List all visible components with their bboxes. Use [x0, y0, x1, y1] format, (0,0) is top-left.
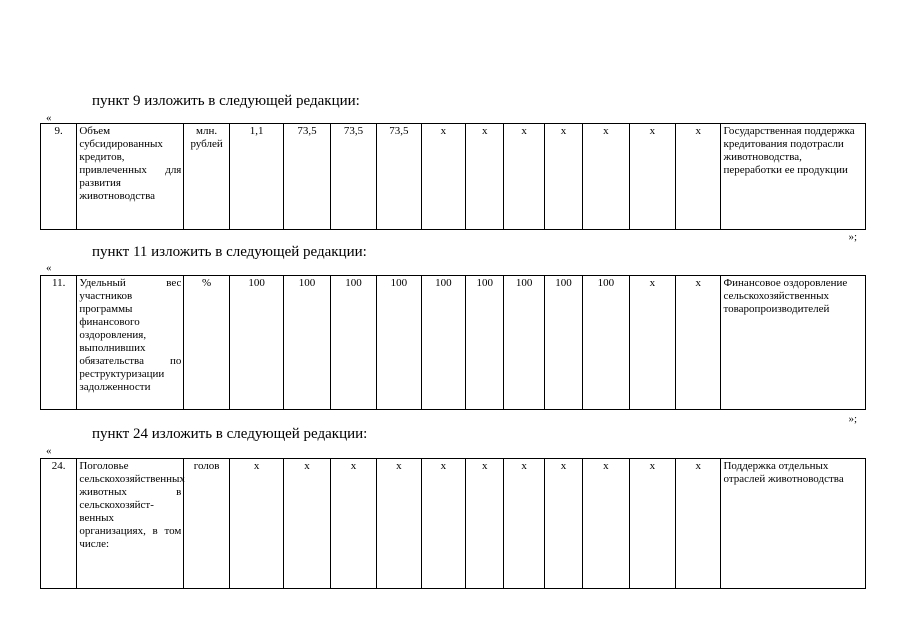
program-name: Государственная поддержка кредитования подотрасли животноводства, переработки ее продукции — [721, 124, 866, 230]
value-cell: х — [544, 124, 582, 230]
value-cell: х — [466, 124, 504, 230]
value-cell: х — [330, 459, 376, 589]
section-intro: пункт 9 изложить в следующей редакции: — [92, 93, 360, 109]
value-cell: 100 — [466, 276, 504, 410]
unit-cell: млн. рублей — [184, 124, 229, 230]
row-number: 24. — [41, 459, 77, 589]
value-cell: х — [676, 459, 721, 589]
indicator-name: Поголовье сельскохозяйственных животных в сельскохозяйст-венных организациях, в том числе: — [77, 459, 184, 589]
value-cell: 100 — [421, 276, 465, 410]
value-cell: х — [421, 459, 465, 589]
value-cell: х — [466, 459, 504, 589]
value-cell: х — [583, 124, 629, 230]
table-row — [41, 276, 866, 410]
value-cell: х — [629, 124, 675, 230]
value-cell: х — [229, 459, 284, 589]
value-cell: х — [421, 124, 465, 230]
unit-cell: % — [184, 276, 229, 410]
open-quote: « — [46, 262, 52, 274]
value-cell: х — [504, 124, 544, 230]
program-name: Финансовое оздоровление сельскохозяйственных товаропроизводителей — [721, 276, 866, 410]
table-row — [41, 124, 866, 230]
value-cell: 73,5 — [330, 124, 376, 230]
value-cell: х — [504, 459, 544, 589]
close-quote: »; — [848, 231, 857, 243]
section-intro: пункт 11 изложить в следующей редакции: — [92, 244, 367, 260]
indicator-table — [40, 458, 866, 589]
open-quote: « — [46, 445, 52, 457]
value-cell: 73,5 — [284, 124, 330, 230]
value-cell: 73,5 — [377, 124, 421, 230]
value-cell: 100 — [583, 276, 629, 410]
value-cell: 100 — [229, 276, 284, 410]
row-number: 11. — [41, 276, 77, 410]
value-cell: х — [676, 276, 721, 410]
value-cell: 1,1 — [229, 124, 284, 230]
indicator-table — [40, 123, 866, 230]
value-cell: 100 — [544, 276, 582, 410]
value-cell: х — [676, 124, 721, 230]
program-name: Поддержка отдельных отраслей животноводства — [721, 459, 866, 589]
indicator-name: Удельный вес участников программы финансового оздоровления, выполнивших обязательства по реструктуризации задолженности — [77, 276, 184, 410]
row-number: 9. — [41, 124, 77, 230]
value-cell: х — [284, 459, 330, 589]
open-quote: « — [46, 112, 52, 124]
value-cell: 100 — [330, 276, 376, 410]
value-cell: х — [629, 276, 675, 410]
value-cell: х — [583, 459, 629, 589]
unit-cell: голов — [184, 459, 229, 589]
section-intro: пункт 24 изложить в следующей редакции: — [92, 426, 368, 442]
value-cell: х — [629, 459, 675, 589]
value-cell: х — [377, 459, 421, 589]
value-cell: 100 — [377, 276, 421, 410]
value-cell: 100 — [284, 276, 330, 410]
table-row — [41, 459, 866, 589]
value-cell: 100 — [504, 276, 544, 410]
indicator-name: Объем субсидированных кредитов, привлеченных для развития животноводства — [77, 124, 184, 230]
indicator-table — [40, 275, 866, 410]
close-quote: »; — [848, 413, 857, 425]
value-cell: х — [544, 459, 582, 589]
